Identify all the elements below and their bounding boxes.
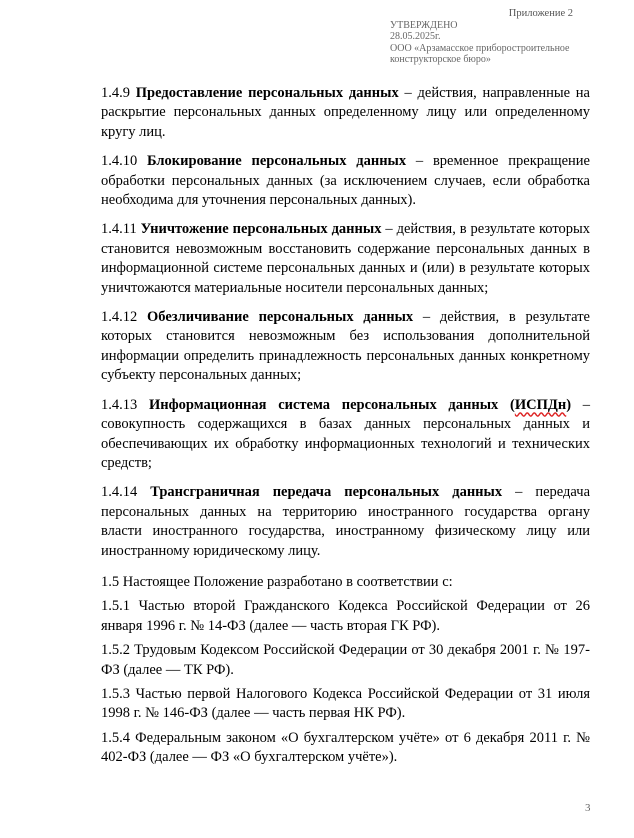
definition-term: Обезличивание персональных данных (146, 309, 414, 326)
definition-term: Предоставление персональных данных (135, 85, 399, 101)
definition-term: Трансграничная передача персональных данных (150, 484, 503, 501)
definition-term: Уничтожение персональных данных (140, 221, 382, 238)
source-item: 1.5.2 Трудовым Кодексом Российской Федерации от 30 декабря 2001 г. № 197-ФЗ (далее — ТК РФ). (101, 642, 590, 678)
definition-number: 1.4.13 (101, 396, 138, 413)
definition-1-4-11 (101, 220, 590, 298)
approval-line: 28.05.2025г. (390, 31, 441, 43)
approval-line: ООО «Арзамасское приборостроительное (390, 42, 570, 54)
definition-text: – передача персональных данных на территорию иностранного государства органу власти иностранного государства, иностранному физическому лицу или иностранному юридическому лицу. (101, 484, 591, 559)
page-number: 3 (585, 802, 591, 814)
approval-line: конструкторское бюро» (390, 53, 491, 65)
definition-1-4-10 (101, 152, 590, 210)
section-intro: 1.5 Настоящее Положение разработано в соответствии с: (101, 573, 453, 590)
definition-1-4-14 (101, 483, 590, 561)
definition-number: 1.4.11 (101, 221, 137, 238)
approval-line: УТВЕРЖДЕНО (390, 20, 458, 31)
source-item: 1.5.1 Частью второй Гражданского Кодекса Российской Федерации от 26 января 1996 г. № 14-ФЗ (далее — часть вторая ГК РФ). (101, 598, 590, 634)
definition-1-4-12 (101, 308, 590, 386)
source-item: 1.5.4 Федеральным законом «О бухгалтерском учёте» от 6 декабря 2011 г. № 402-ФЗ (далее — ФЗ «О бухгалтерском учёте»). (101, 729, 590, 766)
document-body (101, 84, 590, 773)
definition-number: 1.4.14 (101, 484, 138, 501)
definition-number: 1.4.12 (101, 309, 138, 326)
definition-text: – действия, направленные на раскрытие персональных данных определенному лицу или определенному кругу лиц. (101, 85, 590, 140)
appendix-label: Приложение 2 (508, 8, 573, 19)
definition-term-abbr: ИСПДн (514, 396, 567, 413)
definition-text: – действия, в результате которых становится невозможным восстановить содержание персональных данных в информационной системе персональных данных и (или) в результате которых уничтожаются материальные носители персональных данных; (101, 221, 591, 296)
source-item: 1.5.3 Частью первой Налогового Кодекса Российской Федерации от 31 июля 1998 г. № 146-ФЗ (далее — часть первая НК РФ). (101, 685, 590, 722)
definition-text: – действия, в результате которых становится невозможным без использования дополнительной информации определить принадлежность персональных данных конкретному субъекту персональных данных; (101, 309, 590, 384)
definition-term: Информационная система персональных данных (148, 396, 499, 413)
definition-term: Блокирование персональных данных (147, 153, 407, 170)
definition-number: 1.4.10 (101, 153, 138, 170)
definition-text: – временное прекращение обработки персональных данных (за исключением случаев, если обработка необходима для уточнения персональных данных). (101, 153, 590, 209)
definition-number: 1.4.9 (101, 85, 130, 101)
definition-text: – совокупность содержащихся в базах данных персональных данных и обеспечивающих их обработку информационных технологий и технических средств; (101, 396, 590, 471)
definition-1-4-9 (101, 84, 590, 142)
definition-1-4-13: 1.4.13 Информационная система персональных данных (ИСПДн) – совокупность содержащихся в базах данных персональных данных и обеспечивающих их обработку информационных технологий и технических средств; (101, 396, 590, 471)
approval-stamp (390, 20, 569, 65)
